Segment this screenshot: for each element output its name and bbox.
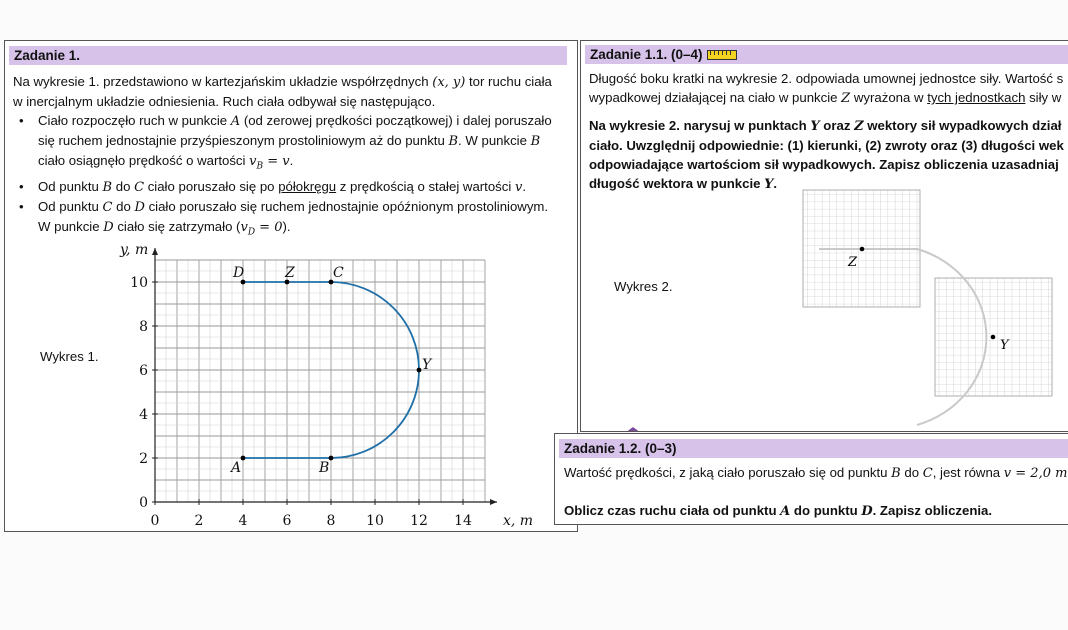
task-1-intro-line-2: w inercjalnym układzie odniesienia. Ruch ciała odbywał się następująco. <box>13 94 436 109</box>
task-1-intro-line-1: Na wykresie 1. przedstawiono w kartezjańskim układzie współrzędnych (x, y) tor ruchu ciała <box>13 74 552 90</box>
x-tick-label: 8 <box>326 513 336 529</box>
x-axis-arrow <box>490 499 497 505</box>
chart-label-1: Wykres 1. <box>40 349 99 364</box>
chart-label-2: Wykres 2. <box>614 279 673 294</box>
point-y-label: Y <box>1000 338 1009 353</box>
task-1-2-instruction: Oblicz czas ruchu ciała od punktu A do punktu D. Zapisz obliczenia. <box>564 503 993 519</box>
task-1-header: Zadanie 1. <box>9 46 567 65</box>
y-tick-label: 2 <box>139 451 148 467</box>
y-axis-arrow <box>152 248 158 255</box>
point-y-label: Y <box>422 357 432 373</box>
bullet-3: • Od punktu C do D ciało poruszało się ruchem jednostajnie opóźnionym prostoliniowym. W punkcie D ciało się zatrzymało $(v_D = 0)$. <box>13 197 571 243</box>
task-1-2-line-1: Wartość prędkości, z jaką ciało poruszało się od punktu B do C, jest równa v = 2,0 m <box>564 465 1068 481</box>
task-1-2-panel <box>554 433 1068 525</box>
x-tick-label: 10 <box>366 513 384 529</box>
y-axis-label: y, m <box>120 242 149 258</box>
x-axis-label: x, m <box>503 513 534 529</box>
bullet-1: • Ciało rozpoczęło ruch w punkcie A (od zerowej prędkości początkowej) i dalej poruszało się ruchem jednostajnie przyśpieszonym prostoliniowym aż do punktu B. W punkcie B ciało osiągnęło prędkość o wartości $v_B = v$. <box>13 111 571 177</box>
task-1-1-panel <box>580 40 1068 432</box>
x-tick-label: 0 <box>150 513 160 529</box>
point-c-label: C <box>333 265 344 281</box>
y-tick-label: 6 <box>139 363 148 379</box>
task-1-panel <box>4 40 578 532</box>
y-tick-label: 0 <box>139 495 148 511</box>
task-1-1-header: Zadanie 1.1. (0–4) <box>585 45 1068 64</box>
task-1-2-header: Zadanie 1.2. (0–3) <box>559 439 1068 458</box>
x-tick-label: 12 <box>410 513 428 529</box>
chart-1 <box>5 41 578 532</box>
chart-2 <box>581 41 1068 432</box>
y-tick-label: 4 <box>139 407 148 423</box>
x-tick-label: 2 <box>194 513 204 529</box>
bullet-2: • Od punktu B do C ciało poruszało się po półokręgu z prędkością o stałej wartości v. <box>13 177 571 197</box>
point-z-label: Z <box>285 265 295 281</box>
task-1-1-line-1: Długość boku kratki na wykresie 2. odpowiada umownej jednostce siły. Wartość s <box>589 71 1064 86</box>
task-1-1-instruction: Na wykresie 2. narysuj w punktach Y oraz Z wektory sił wypadkowych dział ciało. Uwzględnij odpowiednie: (1) kierunki, (2) zwroty oraz (3) długości wek odpowiadające wartościom sił wypadkowych. Zapisz obliczenia uzasadniaj długość wektora w punkcie Y. <box>589 118 1064 192</box>
point-y-dot <box>417 368 422 373</box>
x-tick-label: 4 <box>238 513 248 529</box>
x-tick-label: 14 <box>454 513 472 529</box>
purple-mark <box>625 427 641 432</box>
point-a-label: A <box>231 460 242 476</box>
point-b-dot <box>329 456 334 461</box>
y-tick-label: 8 <box>139 319 148 335</box>
x-tick-label: 6 <box>282 513 292 529</box>
y-tick-label: 10 <box>130 275 148 291</box>
point-a-dot <box>241 456 246 461</box>
point-y-dot <box>991 335 996 340</box>
task-1-1-line-2: wypadkowej działającej na ciało w punkcie Z wyrażona w tych jednostkach siły w <box>589 90 1062 106</box>
point-z-label: Z <box>848 255 858 270</box>
point-z-dot <box>860 247 865 252</box>
task-1-2-text <box>555 458 1068 521</box>
point-b-label: B <box>319 460 330 476</box>
point-d-label: D <box>233 265 245 281</box>
